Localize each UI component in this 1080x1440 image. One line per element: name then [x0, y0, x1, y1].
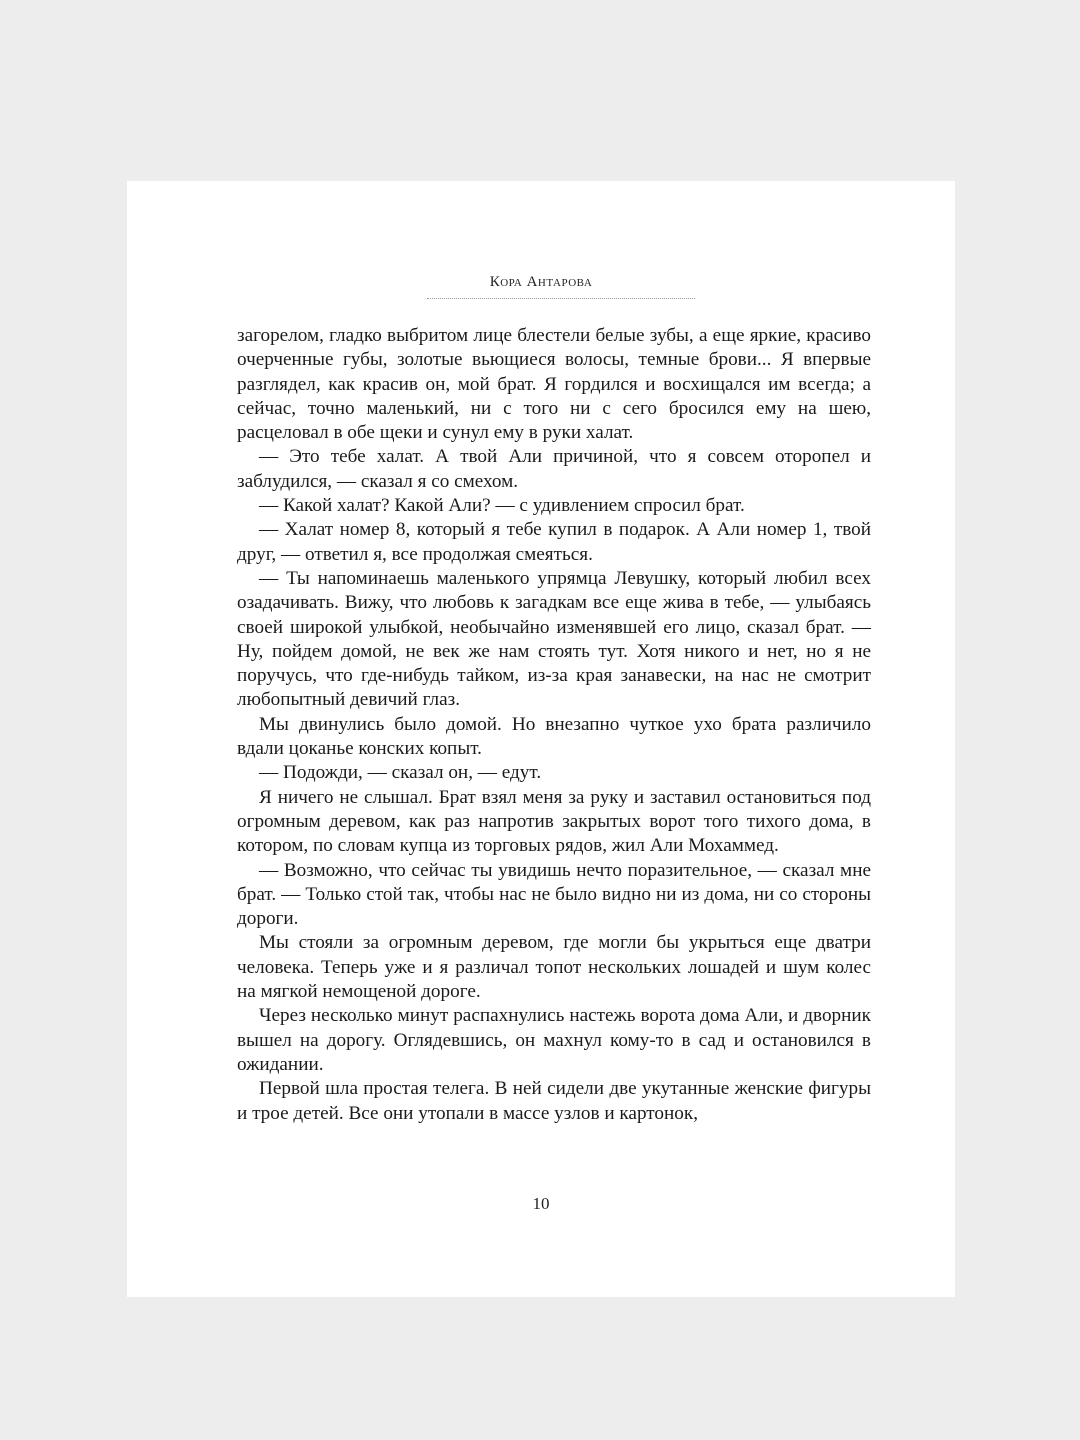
paragraph: Мы стояли за огромным деревом, где могли бы укрыться еще дватри человека. Теперь уже и я различал топот нескольких лошадей и шум колес на мягкой немощеной дороге. — [237, 932, 871, 1003]
paragraph: Через несколько минут распахнулись настежь ворота дома Али, и дворник вышел на дорогу. Оглядевшись, он махнул кому-то в сад и остановился в ожидании. — [237, 1005, 871, 1075]
page-number: 10 — [532, 1194, 550, 1213]
paragraph: Мы двинулись было домой. Но внезапно чуткое ухо брата различило вдали цоканье конских копыт. — [237, 713, 871, 760]
paragraph: — Какой халат? Какой Али? — с удивлением спросил брат. — [259, 495, 745, 517]
paragraph: Первой шла простая телега. В ней сидели две укутанные женские фигуры и трое детей. Все они утопали в массе узлов и картонок, — [237, 1078, 871, 1124]
body-text — [237, 324, 871, 1126]
header-dotted-rule — [427, 298, 695, 299]
paragraph: — Это тебе халат. А твой Али причиной, что я совсем оторопел и заблудился, — сказал я со смехом. — [237, 446, 871, 492]
paragraph: Я ничего не слышал. Брат взял меня за руку и заставил остановиться под огромным деревом, как раз напротив закрытых ворот того тихого дома, в котором, по словам купца из торговых рядов, жил Али Мохаммед. — [237, 786, 871, 857]
paragraph: — Возможно, что сейчас ты увидишь нечто поразительное, — сказал мне брат. — Только стой так, чтобы нас не было видно ни из дома, ни со стороны дороги. — [237, 859, 871, 930]
paragraph: загорелом, гладко выбритом лице блестели белые зубы, а еще яркие, красиво очерченные губы, золотые вьющиеся волосы, темные брови... Я впервые разглядел, как красив он, мой брат. Я гордился и восхищался им всегда; а сейчас, точно маленький, ни с того ни с сего бросился ему на шею, расцеловал в обе щеки и сунул ему в руки халат. — [237, 325, 871, 444]
paragraph: — Подожди, — сказал он, — едут. — [259, 762, 542, 784]
book-page — [127, 181, 955, 1297]
paragraph: — Ты напоминаешь маленького упрямца Левушку, который любил всех озадачивать. Вижу, что любовь к загадкам все еще жива в тебе, — улыбаясь своей широкой улыбкой, необычайно изменявшей его лицо, сказал брат. — Ну, пойдем домой, не век же нам стоять тут. Хотя никого и нет, но я не поручусь, что где-нибудь тайком, из-за края занавески, на нас не смотрит любопытный девичий глаз. — [237, 567, 871, 711]
running-header-author: Кора Антарова — [489, 274, 593, 290]
paragraph: — Халат номер 8, который я тебе купил в подарок. А Али номер 1, твой друг, — ответил я, все продолжая смеяться. — [237, 519, 871, 565]
